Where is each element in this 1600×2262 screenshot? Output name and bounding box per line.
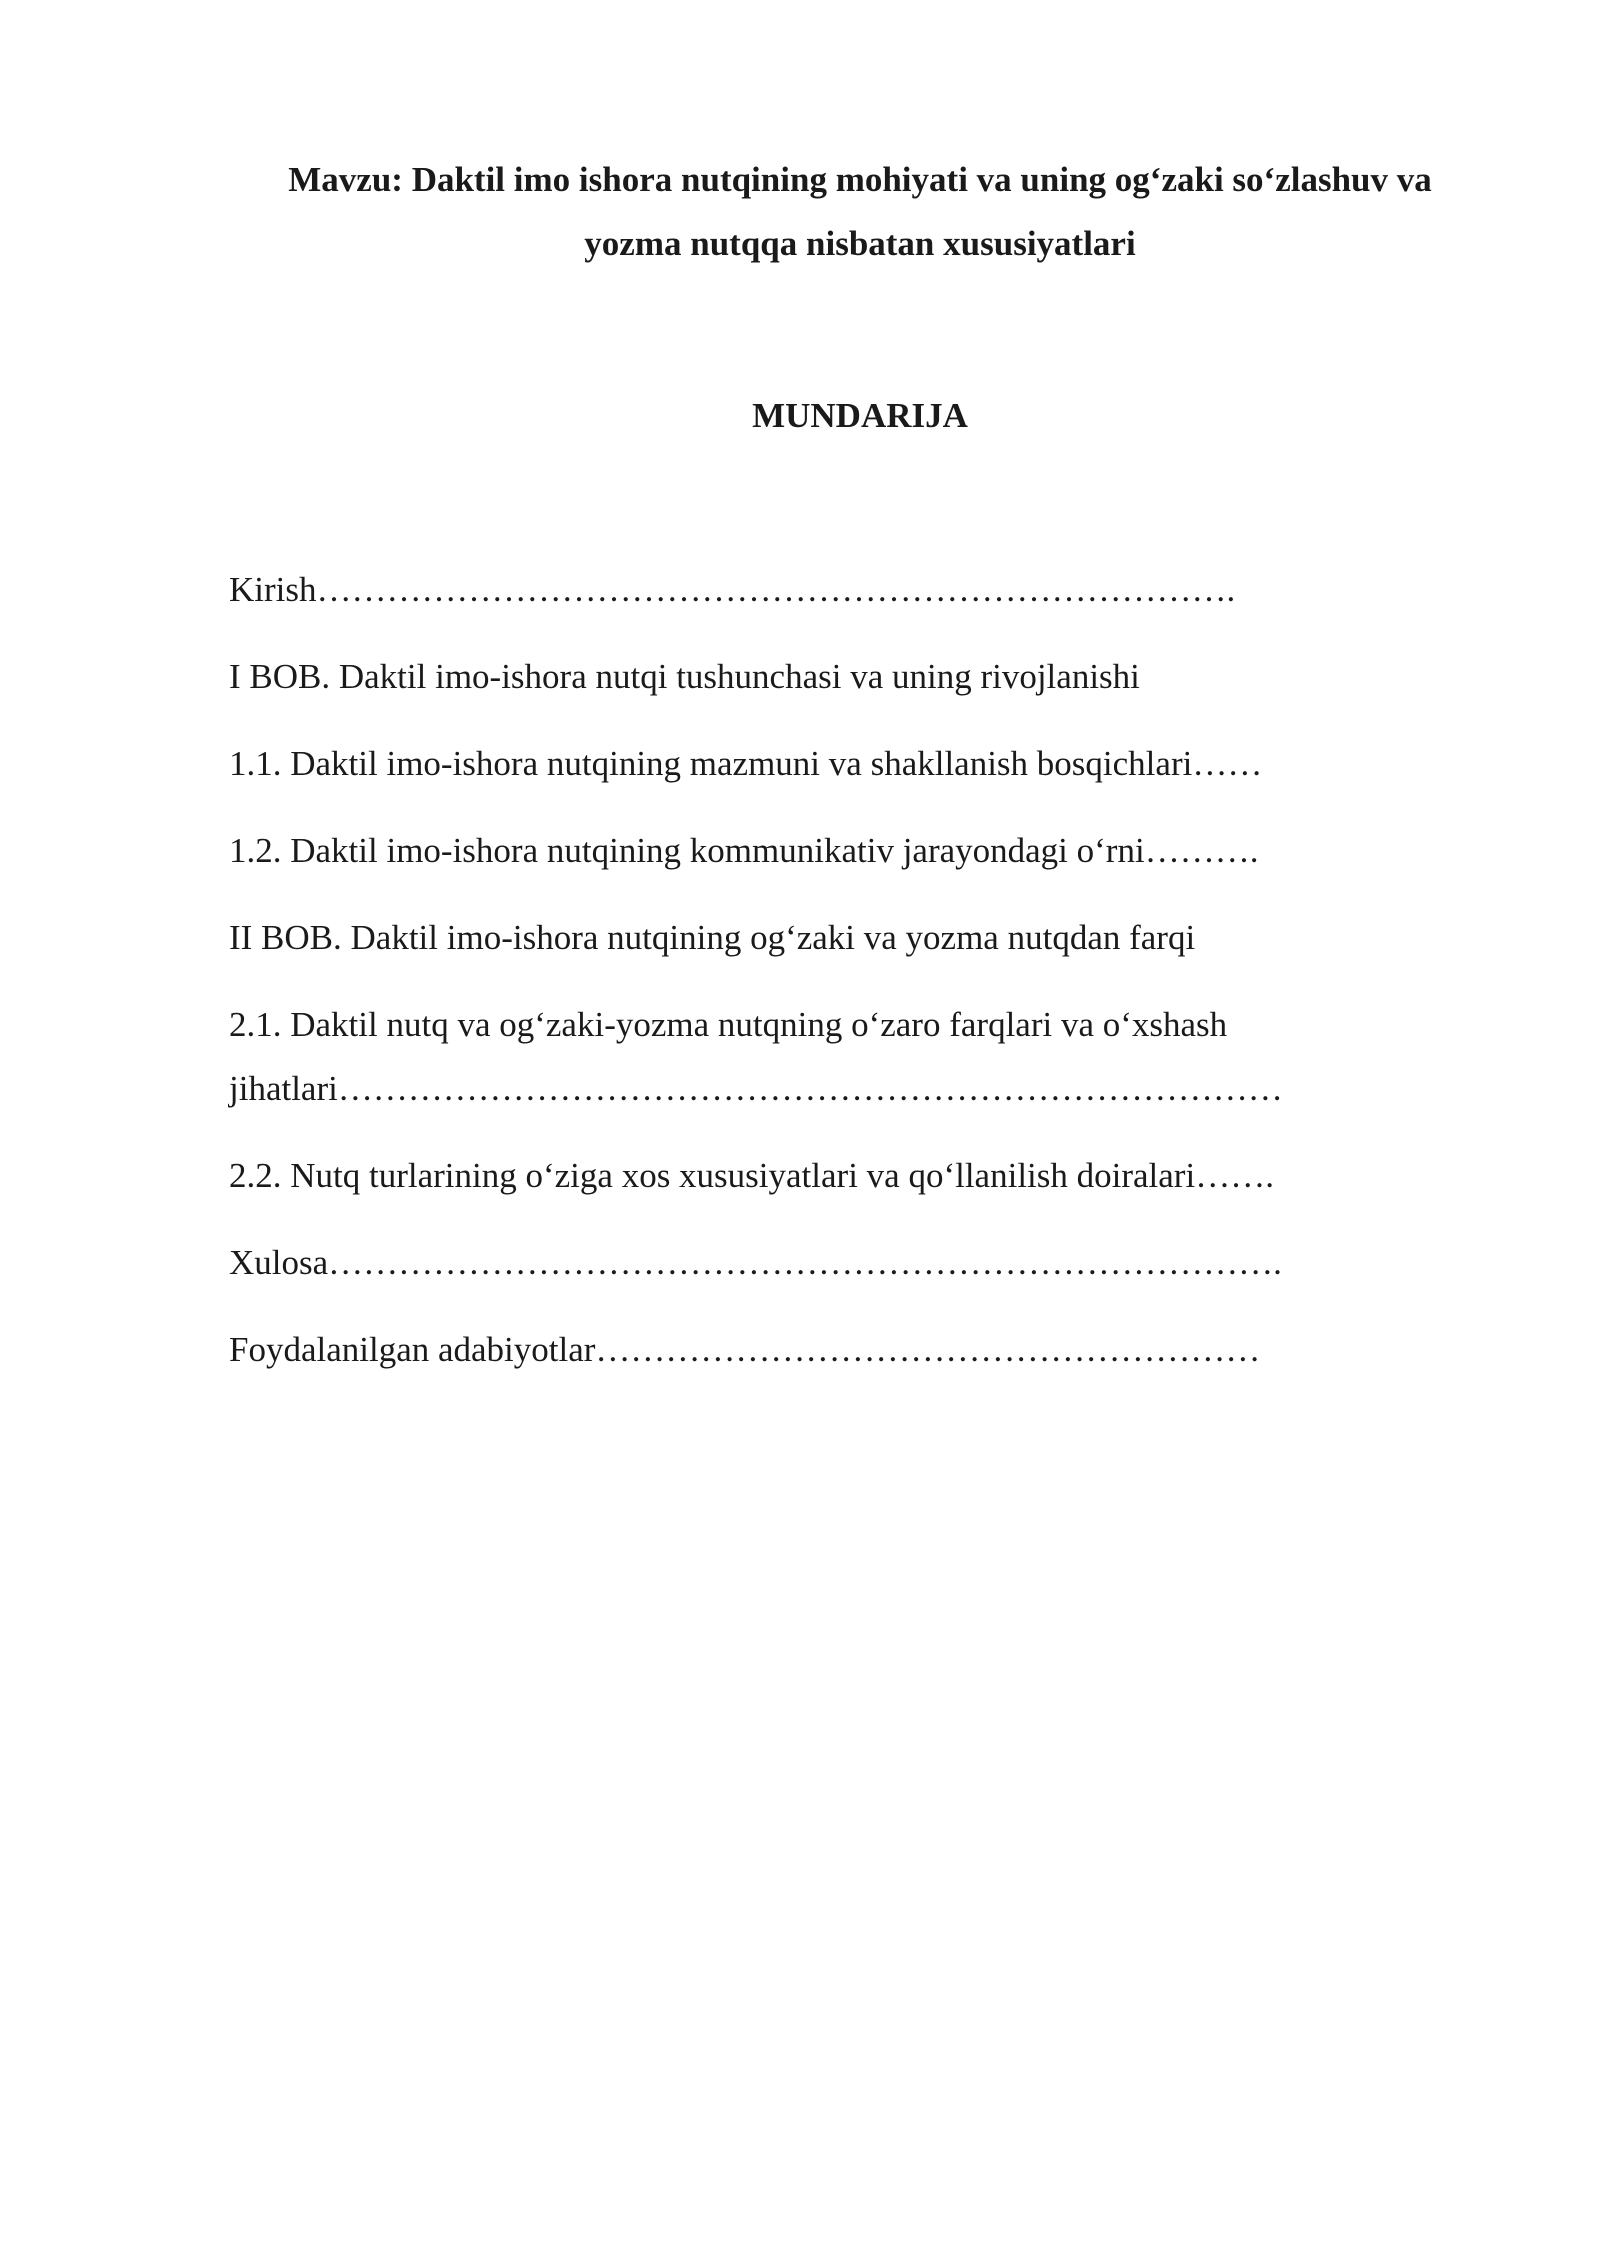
toc-item-section-2-1-line-1: 2.1. Daktil nutq va og‘zaki-yozma nutqning o‘zaro farqlari va o‘xshash — [229, 1005, 1228, 1044]
title-line-1: Mavzu: Daktil imo ishora nutqining mohiyati va uning og‘zaki so‘zlashuv va — [288, 160, 1432, 199]
document-title — [220, 148, 1500, 276]
toc-item-section-1-2: 1.2. Daktil imo-ishora nutqining kommunikativ jarayondagi o‘rni………. — [229, 831, 1259, 870]
toc-item-introduction: Kirish……………………………………………………………………. — [229, 570, 1236, 609]
toc-item-section-2-1 — [229, 993, 1379, 1121]
toc-heading: MUNDARIJA — [752, 396, 968, 435]
toc-item-section-2-1-line-2: jihatlari……………………………………………………………………… — [229, 1069, 1283, 1108]
toc-item-section-2-2: 2.2. Nutq turlarining o‘ziga xos xususiyatlari va qo‘llanilish doiralari……. — [229, 1156, 1274, 1195]
toc-item-references: Foydalanilgan adabiyotlar………………………………………………… — [229, 1330, 1261, 1369]
toc-item-chapter-1: I BOB. Daktil imo-ishora nutqi tushunchasi va uning rivojlanishi — [229, 657, 1140, 696]
toc-item-chapter-2: II BOB. Daktil imo-ishora nutqining og‘zaki va yozma nutqdan farqi — [229, 918, 1196, 957]
toc-item-conclusion: Xulosa………………………………………………………………………. — [229, 1243, 1282, 1282]
title-line-2: yozma nutqqa nisbatan xususiyatlari — [584, 224, 1136, 263]
table-of-contents — [229, 558, 1379, 1405]
toc-item-section-1-1: 1.1. Daktil imo-ishora nutqining mazmuni va shakllanish bosqichlari…… — [229, 744, 1263, 783]
